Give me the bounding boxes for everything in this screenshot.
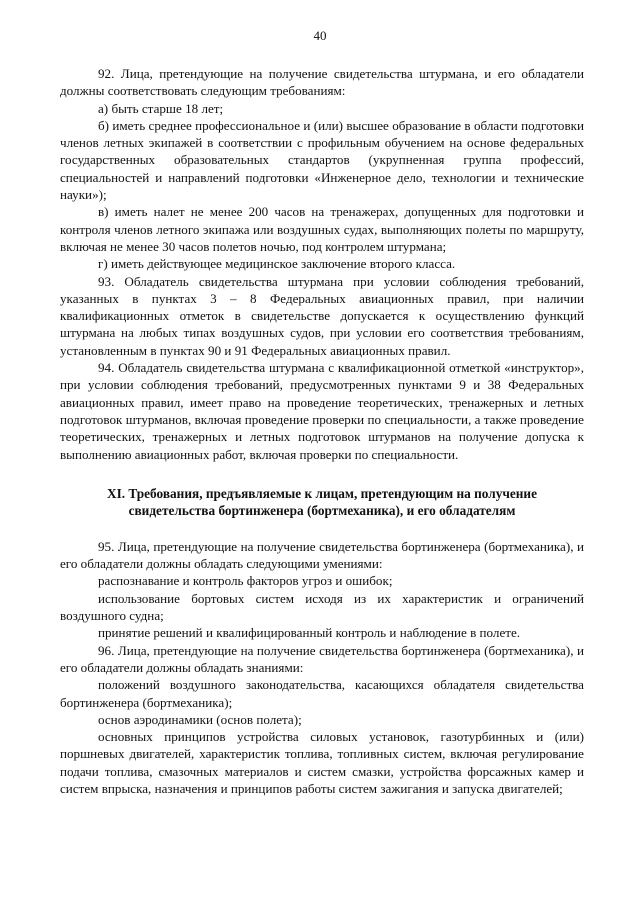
requirement-v: в) иметь налет не менее 200 часов на тренажерах, допущенных для подготовки и контроля членов летного экипажа или воздушных судах, выполняющих полеты по маршруту, включая не менее 30 часов полетов ночью, под контролем штурмана; <box>60 204 584 254</box>
paragraph-95: 95. Лица, претендующие на получение свидетельства бортинженера (бортмеханика), и его обладатели должны обладать следующими умениями: <box>60 538 584 572</box>
requirement-b: б) иметь среднее профессиональное и (или) высшее образование в области подготовки членов летных экипажей в соответствии с профильным обучением на основе федеральных государственных образовательных стандартов (укрупненная группа профессий, специальностей и направлений подготовки «Инженерное дело, технологии и технические науки»); <box>60 117 584 203</box>
knowledge-item: основных принципов устройства силовых установок, газотурбинных и (или) поршневых двигателей, характеристик топлива, топливных систем, включая регулирование подачи топлива, смазочных материалов и систем смазки, устройства форсажных камер и систем впрыска, назначения и принципов работы систем зажигания и запуска двигателей; <box>60 729 584 796</box>
section-heading-line-1: XI. Требования, предъявляемые к лицам, претендующим на получение <box>106 485 538 501</box>
section-heading-line-2: свидетельства бортинженера (бортмеханика), и его обладателям <box>128 503 516 519</box>
document-body <box>60 65 584 797</box>
skill-item: использование бортовых систем исходя из их характеристик и ограничений воздушного судна; <box>60 590 584 624</box>
section-xi-items <box>60 538 584 797</box>
page-number: 40 <box>313 28 327 43</box>
paragraph-93: 93. Обладатель свидетельства штурмана при условии соблюдения требований, указанных в пунктах 3 – 8 Федеральных авиационных правил, при наличии квалификационных отметок в свидетельстве допускается к осуществлению функций штурмана на любых типах воздушных судов, при условии его соответствия требованиям, установленным в пунктах 90 и 91 Федеральных авиационных правил. <box>60 273 584 358</box>
knowledge-item: положений воздушного законодательства, касающихся обладателя свидетельства бортинженера (бортмеханика); <box>60 677 584 710</box>
requirement-g: г) иметь действующее медицинское заключение второго класса. <box>98 256 456 272</box>
skill-item: принятие решений и квалифицированный контроль и наблюдение в полете. <box>98 625 521 641</box>
paragraph-94: 94. Обладатель свидетельства штурмана с квалификационной отметкой «инструктор», при условии соблюдения требований, предусмотренных пунктами 9 и 38 Федеральных авиационных правил, имеет право на проведение теоретических, тренажерных и летных подготовок штурманов, включая проведение проверки по специальности, а также проведение теоретических, тренажерных и летных подготовок штурманов на получение допуска к выполнению авиационных работ, включая проверки по специальности. <box>60 360 584 462</box>
section-x-items <box>60 65 584 463</box>
knowledge-item: основ аэродинамики (основ полета); <box>98 711 302 727</box>
requirement-a: а) быть старше 18 лет; <box>98 100 224 116</box>
section-heading <box>60 485 584 520</box>
paragraph-96: 96. Лица, претендующие на получение свидетельства бортинженера (бортмеханика), и его обладатели должны обладать знаниями: <box>60 642 584 675</box>
skill-item: распознавание и контроль факторов угроз и ошибок; <box>98 573 393 589</box>
paragraph-92: 92. Лица, претендующие на получение свидетельства штурмана, и его обладатели должны соответствовать следующим требованиям: <box>60 66 584 99</box>
